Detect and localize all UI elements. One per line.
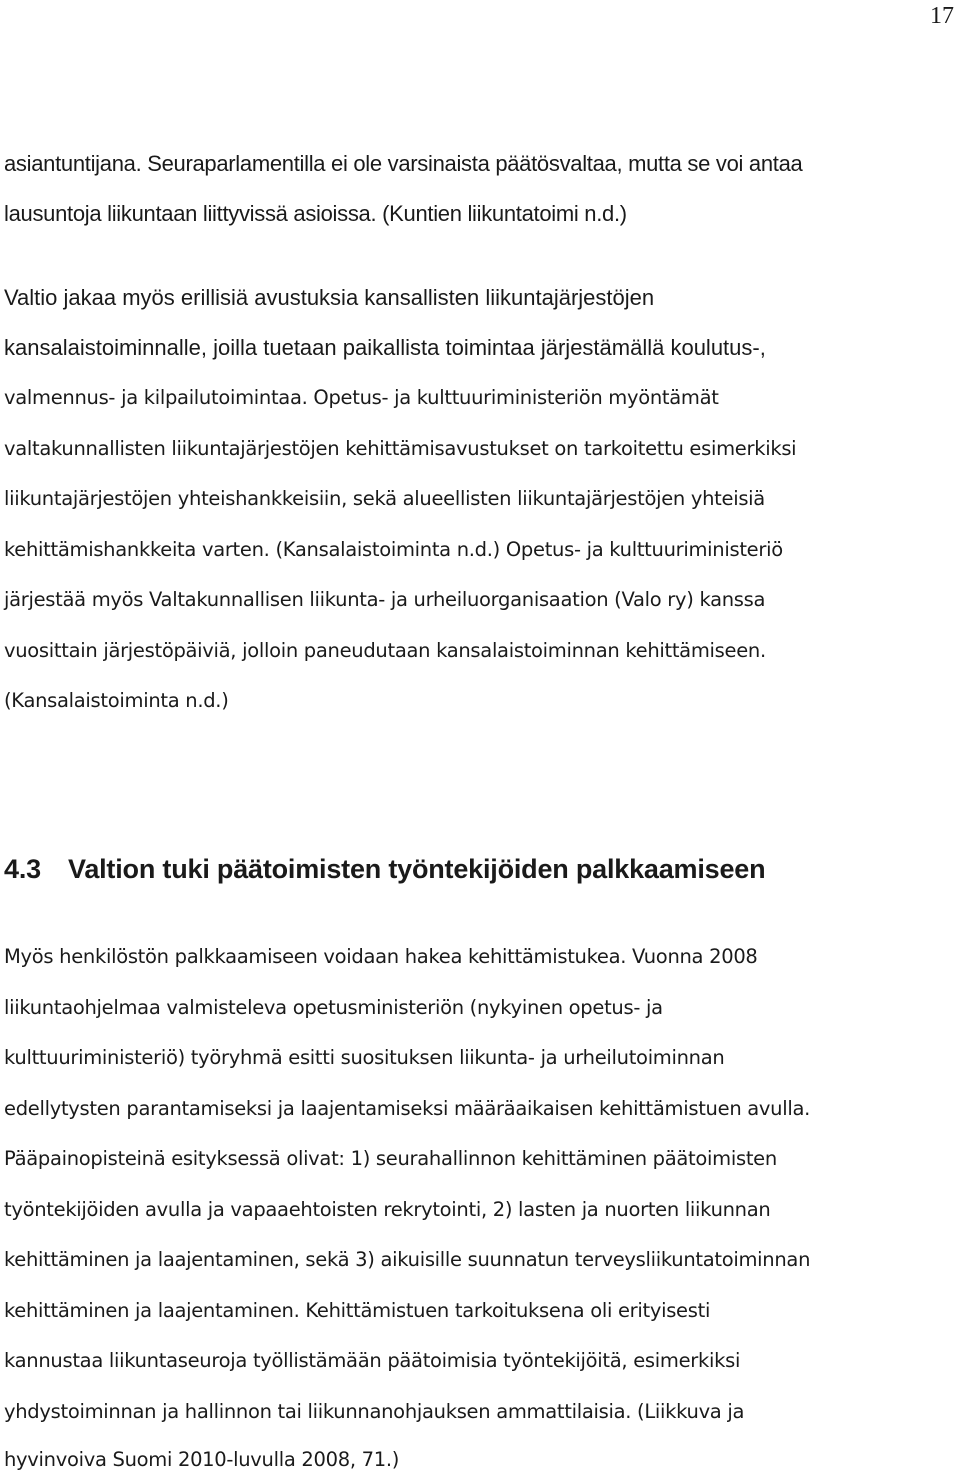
text-line: yhdystoiminnan ja hallinnon tai liikunnanohjauksen ammattilaisia. (Liikkuva ja: [4, 1400, 745, 1423]
page-number: 17: [930, 3, 954, 29]
text-line: kehittämishankkeita varten. (Kansalaistoiminta n.d.) Opetus- ja kulttuuriministeriö: [4, 538, 783, 561]
text-line: kehittäminen ja laajentaminen. Kehittämistuen tarkoituksena oli erityisesti: [4, 1299, 711, 1322]
text-line: vuosittain järjestöpäiviä, jolloin paneudutaan kansalaistoiminnan kehittämiseen.: [4, 639, 766, 662]
text-line: hyvinvoiva Suomi 2010-luvulla 2008, 71.): [4, 1448, 400, 1471]
text-line: kannustaa liikuntaseuroja työllistämään päätoimisia työntekijöitä, esimerkiksi: [4, 1349, 741, 1372]
section-number: 4.3: [4, 854, 41, 884]
text-line: Pääpainopisteinä esityksessä olivat: 1) seurahallinnon kehittäminen päätoimisten: [4, 1147, 777, 1170]
text-line: liikuntaohjelmaa valmisteleva opetusministeriön (nykyinen opetus- ja: [4, 996, 663, 1019]
text-line: järjestää myös Valtakunnallisen liikunta- ja urheiluorganisaation (Valo ry) kanssa: [4, 588, 766, 611]
text-line: kansalaistoiminnalle, joilla tuetaan paikallista toimintaa järjestämällä koulutus-,: [4, 335, 766, 360]
text-line: kulttuuriministeriö) työryhmä esitti suosituksen liikunta- ja urheilutoiminnan: [4, 1046, 725, 1069]
text-line: lausuntoja liikuntaan liittyvissä asioissa. (Kuntien liikuntatoimi n.d.): [4, 201, 627, 226]
text-line: Valtio jakaa myös erillisiä avustuksia kansallisten liikuntajärjestöjen: [4, 285, 655, 310]
text-line: asiantuntijana. Seuraparlamentilla ei ole varsinaista päätösvaltaa, mutta se voi antaa: [4, 151, 803, 176]
text-line: Myös henkilöstön palkkaamiseen voidaan hakea kehittämistukea. Vuonna 2008: [4, 945, 758, 968]
text-line: liikuntajärjestöjen yhteishankkeisiin, sekä alueellisten liikuntajärjestöjen yhteisiä: [4, 487, 765, 510]
text-line: valtakunnallisten liikuntajärjestöjen kehittämisavustukset on tarkoitettu esimerkiksi: [4, 437, 797, 460]
text-line: valmennus- ja kilpailutoimintaa. Opetus- ja kulttuuriministeriön myöntämät: [4, 386, 719, 409]
section-title: Valtion tuki päätoimisten työntekijöiden palkkaamiseen: [68, 854, 766, 884]
text-line: edellytysten parantamiseksi ja laajentamiseksi määräaikaisen kehittämistuen avulla.: [4, 1097, 811, 1120]
text-line: kehittäminen ja laajentaminen, sekä 3) aikuisille suunnatun terveysliikuntatoiminnan: [4, 1248, 811, 1271]
section-heading: [4, 853, 765, 885]
text-line: (Kansalaistoiminta n.d.): [4, 689, 229, 712]
text-line: työntekijöiden avulla ja vapaaehtoisten rekrytointi, 2) lasten ja nuorten liikunnan: [4, 1198, 771, 1221]
